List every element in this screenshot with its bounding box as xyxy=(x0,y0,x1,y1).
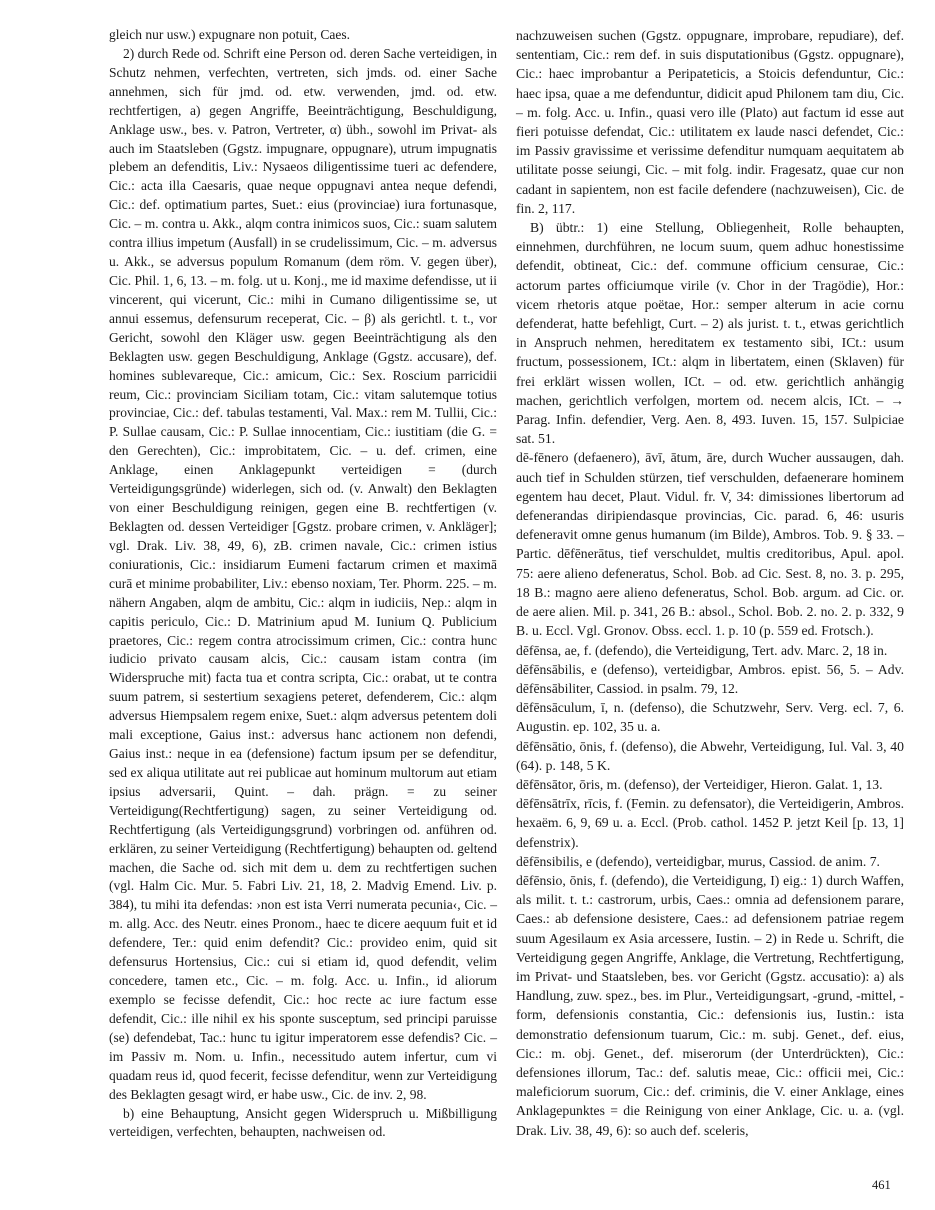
entry-defensibilis: dēfēnsibilis, e (defendo), verteidigbar, murus, Cassiod. de anim. 7. xyxy=(516,853,880,869)
entry-defensatio: dēfēnsātio, ōnis, f. (defenso), die Abwehr, Verteidigung, Iul. Val. 3, 40 (64). p. 148, 5 K. xyxy=(516,738,904,773)
entry-defensator: dēfēnsātor, ōris, m. (defenso), der Verteidiger, Hieron. Galat. 1, 13. xyxy=(516,776,883,792)
page-number: 461 xyxy=(872,1178,891,1192)
entry-defensabilis: dēfēnsābilis, e (defenso), verteidigbar, Ambros. epist. 56, 5. – Adv. dēfēnsābiliter, Cassiod. in psalm. 79, 12. xyxy=(516,661,904,696)
left-column xyxy=(109,26,497,1142)
left-paragraph-3: b) eine Behauptung, Ansicht gegen Widerspruch u. Mißbilligung verteidigen, verfechten, behaupten, nachweisen od. xyxy=(109,1105,497,1140)
left-paragraph-2: 2) durch Rede od. Schrift eine Person od. deren Sache verteidigen, in Schutz nehmen, verfechten, vertreten, sich jmds. od. einer Sache annehmen, sich für jmd. od. etw. verwenden, jmd. od. etw. rechtfertigen, a) gegen Angriffe, Beeinträchtigung, Beschuldigung, Anklage usw., bes. v. Patron, Vertreter, α) übh., sowohl im Privat- als auch im Staatsleben (Ggstz. impugnare, oppugnare), utrum impugnatis plebem an defenditis, Liv.: Nysaeos diligentissime tueri ac defendere, Cic.: acta illa Caesaris, quae neque oppugnavi antea neque defendi, Cic.: def. optimatium partes, Suet.: eius (provinciae) iura fortunasque, Cic. – m. contra u. Akk., alqm contra inimicos suos, Cic.: suam salutem contra illius impetum (Ausfall) in se crudelissimum, Cic. – m. adversus u. Akk., se adversus populum Romanum (dem röm. V. gegen über), Cic. Phil. 1, 6, 13. – m. folg. ut u. Konj., me id maxime defendisse, ut ii vincerent, qui vicerunt, Cic.: mihi in Cumano diligentissime se, ut annui essemus, defensurum receperat, Cic. – β) als gerichtl. t. t., vor Gericht, sowohl den Kläger usw. gegen Beeinträchtigung als den Beklagten usw. gegen Beschuldigung, Anklage (Ggstz. accusare), def. homines sublevareque, Cic.: amicum, Cic.: Sex. Roscium parricidii reum, Cic.: provinciam Siciliam totam, Cic.: vitam salutemque totius provinciae, Cic.: def. tabulas testamenti, Val. Max.: rem M. Tullii, Cic.: P. Sullae causam, Cic.: P. Sullae innocentiam, Cic.: iustitiam (die G. = den Gerechten), Cic.: improbitatem, Cic. – u. def. crimen, eine Anklage, einen Anklagepunkt verteidigen = (durch Verteidigungsgründe) widerlegen, sich od. (v. Anwalt) den Beklagten von einer Beschuldigung reinigen, gegen eine B. rechtfertigen (v. Beklagten od. dessen Verteidiger [Ggstz. probare crimen, v. Ankläger]; vgl. Drak. Liv. 38, 49, 6), zB. crimen navale, Cic.: crimen istius coniurationis, Cic.: insidiarum Eumeni factarum crimen et maximā curā et minime probabiliter, Liv.: ebenso noxiam, Ter. Phorm. 225. – m. nähern Angaben, alqm de ambitu, Cic.: alqm in iudiciis, Nep.: alqm in capitis periculo, Cic.: D. Matrinium apud M. Iunium Q. Publicium praetores, Cic.: regem contra atrocissimum crimen, Cic.: contra hunc iudicio privato causam alcis, Cic.: causam istam contra (im Widerspruche mit) facta tua et contra scripta, Cic.: orabat, ut te contra suum patrem, si sestertium sexagiens peteret, defenderem, Cic.: alqm adversus Hiempsalem regem enixe, Suet.: alqm adversus petentem doli mali exceptione, Gaius inst.: adversus hanc actionem non defendi, Gaius inst.: neque in ea (defensione) factum ipsum per se defenditur, sed ex aliqua utilitate aut rei publicae aut hominum multorum aut etiam ipsius adversarii, Quint. – dah. prägn. = zu seiner Verteidigung(Rechtfertigung) sagen, zu seiner Verteidigung od. Rechtfertigung (als Verteidigungsgrund) vorbringen od. anführen od. erklären, zu seiner Verteidigung (Rechtfertigung) behaupten od. geltend machen, die Sache od. sich mit dem u. dem zu rechtfertigen suchen (vgl. Halm Cic. Mur. 5. Fabri Liv. 21, 18, 2. Madvig Emend. Liv. p. 384), tu mihi ita defendas: ›non est ista Verri numerata pecunia‹, Cic. – m. allg. Acc. des Neutr. eines Pronom., haec te dicere aequum fuit et id defendere, Ter.: quid enim defendit? Cic.: provideo enim, quid sit defensurus Hortensius, Cic.: cui si etiam id, quod defendit, velim concedere, tamen etc., Cic. – m. folg. Acc. u. Infin., id aliorum exemplo se fecisse defendit, Cic.: hoc recte ac iure factum esse defendit, Cic.: ille nihil ex his sponte susceptum, sed principi paruisse (se) defendebat, Tac.: hunc tu igitur imperatorem esse defendis? Cic. – im Passiv m. Nom. u. Infin., necessitudo autem infertur, cum vi quadam reus id, quod fecerit, fecisse defenditur, wenn zur Verteidigung des Beklagten gesagt wird, er habe usw., Cic. de inv. 2, 98. xyxy=(109,45,497,1102)
right-column xyxy=(516,26,904,1140)
right-paragraph-2: B) übtr.: 1) eine Stellung, Obliegenheit, Rolle behaupten, einnehmen, durchführen, ne locum suum, quem adhuc honestissime defendit, obtineat, Cic.: def. commune officium censurae, Cic.: actorum partes officiumque virile (v. Chor in der Tragödie), Hor.: vicem rhetoris atque poëtae, Hor.: semper alterum in acie cornu defenderat, hatte befehligt, Curt. – 2) als jurist. t. t., etwas gerichtlich in Anspruch nehmen, hereditatem ex testamento sibi, ICt.: usum fructum, possessionem, ICt.: alqm in libertatem, einen (Sklaven) für frei erklärt wissen wollen, ICt. – od. etw. gerichtlich anhängig machen, gerichtlich verfolgen, mortem od. necem alcis, ICt. – → Parag. Infin. defendier, Verg. Aen. 8, 493. Iuven. 15, 157. Sulpiciae sat. 51. xyxy=(516,220,904,447)
entry-defensaculum: dēfēnsāculum, ī, n. (defenso), die Schutzwehr, Serv. Verg. ecl. 7, 6. Augustin. ep. 102, 35 u. a. xyxy=(516,700,904,735)
entry-defensio: dēfēnsio, ōnis, f. (defendo), die Verteidigung, I) eig.: 1) durch Waffen, als milit. t. t.: castrorum, urbis, Caes.: omnia ad defensionem parare, Caes.: ab defensione desistere, Caes.: ad defensionem patriae regem suum Agesilaum ex Asia arcessere, Iustin. – 2) in Rede u. Schrift, die Verteidigung gegen Angriffe, Anklage, die Vertretung, Rechtfertigung, im Privat- und Staatsleben, bes. vor Gericht (Ggstz. accusatio): a) als Handlung, zuw. spez., bes. im Plur., Verteidigungsart, -grund, -mittel, -form, defensionis constantia, Cic.: defensionis ius, Iustin.: ista demonstratio defensionum tuarum, Cic.: m. subj. Genet., def. eius, Cic.: m. obj. Genet., def. miserorum (der Unterdrückten), Cic.: defensiones illorum, Tac.: def. salutis meae, Cic.: officii mei, Cic.: maleficiorum suorum, Cic.: def. criminis, die V. einer Anklage, eines Anklagepunktes = die Reinigung von einer Anklage, Cic. u. a. (vgl. Drak. Liv. 38, 49, 6): so auch def. sceleris, xyxy=(516,872,904,1138)
right-paragraph-1: nachzuweisen suchen (Ggstz. oppugnare, improbare, repudiare), def. sententiam, Cic.: rem def. in suis disputationibus (Ggstz. oppugnare), Cic.: haec improbantur a Peripateticis, a Stoicis defenduntur, Cic.: haec ipsa, quae a me defenduntur, didicit apud Philonem tam diu, Cic. – m. folg. Acc. u. Infin., quasi vero ille (Plato) aut factum id esse aut fieri potuisse defendat, Cic.: utilitatem ex laude nasci defendet, Cic.: im Passiv gravissime et verissime defenditur numquam aequitatem ab utilitate posse seiungi, Cic. – mit folg. indir. Fragesatz, quae cur non cadant in sapientem, non est facile defendere (nachzuweisen), Cic. de fin. 2, 117. xyxy=(516,28,904,216)
entry-defenero: dē-fēnero (defaenero), āvī, ātum, āre, durch Wucher aussaugen, dah. auch tief in Schulden stürzen, tief verschulden, defaenerare hominem egentem hau decet, Plaut. Vidul. fr. V, 34: dimissiones libertorum ad defenerandas diripiendasque provincias, Cic. parad. 6, 46: usuris defeneravit omne genus humanum (im Bilde), Ambros. Tob. 9. § 33. – Partic. dēfēnerātus, tief verschuldet, multis creditoribus, Apul. apol. 75: aere alieno defeneratus, Schol. Bob. ad Cic. Sest. 8, no. 3. p. 295, 18 B.: magno aere alieno defeneratus, Schol. Bob. argum. ad Cic. or. de aere alien. Mil. p. 341, 26 B.: absol., Schol. Bob. 2. no. 2. p. 332, 9 B. u. Eccl. Vgl. Gronov. Obss. eccl. 1. p. 10 (p. 559 ed. Frotsch.). xyxy=(516,450,904,639)
entry-defensa: dēfēnsa, ae, f. (defendo), die Verteidigung, Tert. adv. Marc. 2, 18 in. xyxy=(516,642,888,658)
entry-defensatrix: dēfēnsātrīx, rīcis, f. (Femin. zu defensator), die Verteidigerin, Ambros. hexaëm. 6, 9, 69 u. a. Eccl. (Prob. cathol. 1452 P. jetzt Keil [p. 13, 1] defenstrix). xyxy=(516,796,904,850)
left-paragraph-1: gleich nur usw.) expugnare non potuit, Caes. xyxy=(109,27,350,42)
